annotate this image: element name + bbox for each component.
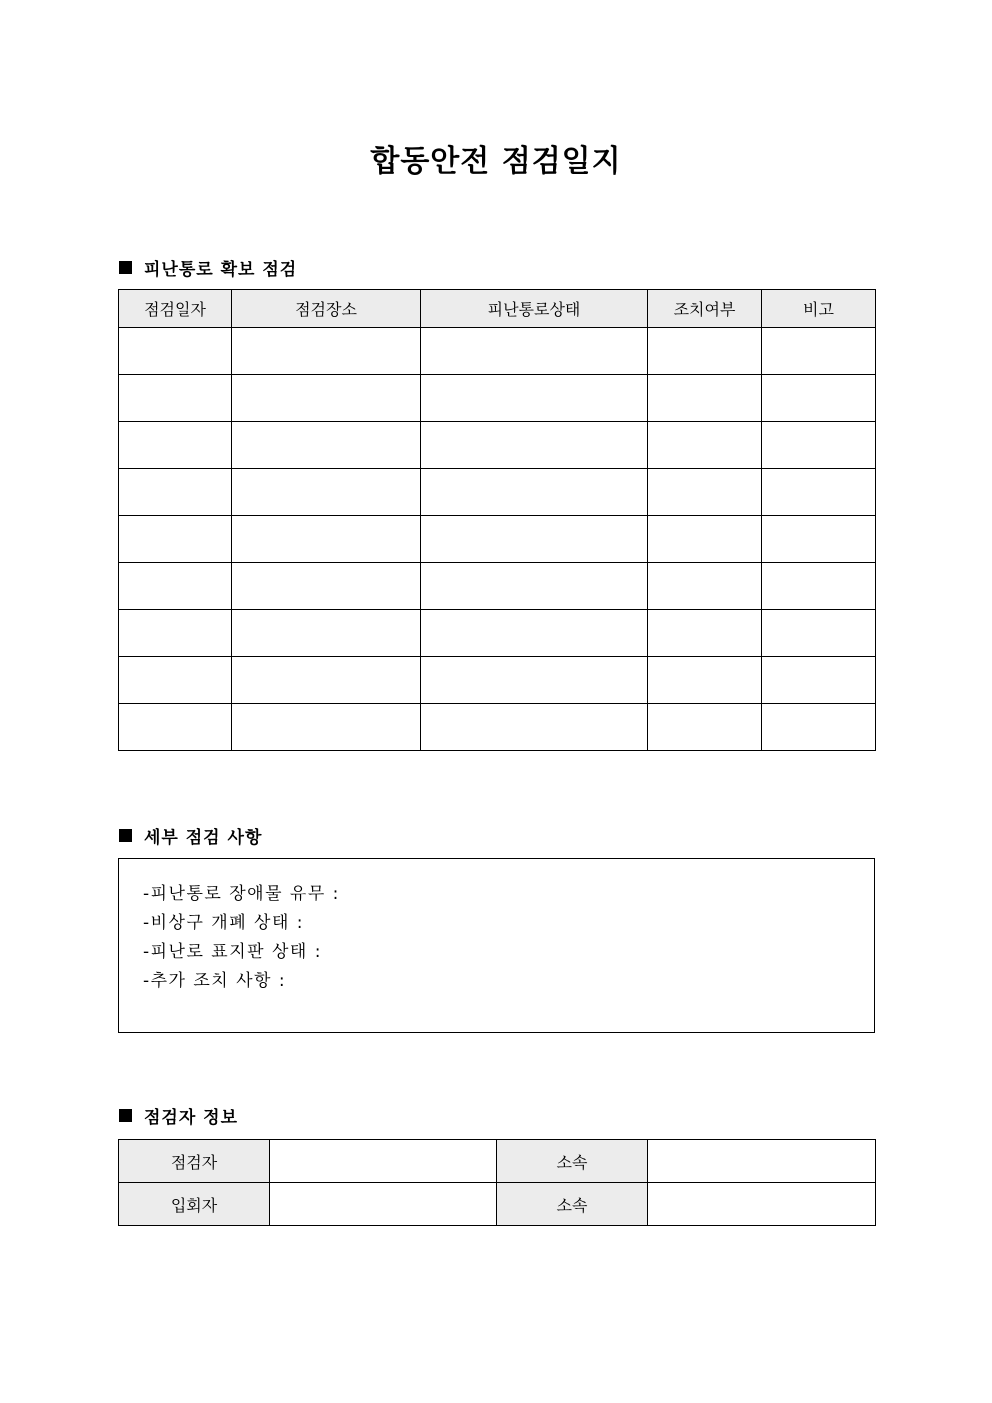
table-cell[interactable]	[421, 657, 648, 704]
table-cell[interactable]	[119, 657, 232, 704]
column-header-remarks: 비고	[762, 290, 876, 328]
section-heading-label: 피난통로 확보 점검	[144, 260, 298, 280]
table-cell[interactable]	[648, 610, 762, 657]
table-cell[interactable]	[232, 469, 421, 516]
table-cell[interactable]	[648, 422, 762, 469]
table-cell[interactable]	[762, 563, 876, 610]
table-cell[interactable]	[648, 704, 762, 751]
table-cell[interactable]	[762, 469, 876, 516]
table-row	[119, 657, 876, 704]
square-bullet-icon	[119, 1109, 132, 1122]
table-cell[interactable]	[648, 657, 762, 704]
document-title: 합동안전 점검일지	[370, 144, 622, 179]
column-header-status: 피난통로상태	[421, 290, 648, 328]
table-cell[interactable]	[119, 328, 232, 375]
table-cell[interactable]	[119, 704, 232, 751]
table-row	[119, 422, 876, 469]
table-row	[119, 375, 876, 422]
inspector-affiliation-field[interactable]	[648, 1140, 876, 1183]
section-heading-label: 점검자 정보	[144, 1108, 239, 1128]
table-cell[interactable]	[421, 563, 648, 610]
table-row	[119, 610, 876, 657]
table-row	[119, 1183, 876, 1226]
witness-label: 입회자	[119, 1183, 270, 1226]
table-cell[interactable]	[762, 422, 876, 469]
table-cell[interactable]	[232, 657, 421, 704]
table-row	[119, 516, 876, 563]
table-cell[interactable]	[421, 610, 648, 657]
column-header-action: 조치여부	[648, 290, 762, 328]
section-heading-label: 세부 점검 사항	[144, 828, 263, 848]
table-cell[interactable]	[232, 610, 421, 657]
table-cell[interactable]	[648, 328, 762, 375]
table-row	[119, 328, 876, 375]
inspector-name-field[interactable]	[270, 1140, 497, 1183]
table-cell[interactable]	[232, 563, 421, 610]
table-cell[interactable]	[762, 657, 876, 704]
section-heading-details	[119, 823, 262, 848]
table-cell[interactable]	[648, 563, 762, 610]
section-heading-evacuation	[119, 255, 297, 280]
witness-name-field[interactable]	[270, 1183, 497, 1226]
table-cell[interactable]	[119, 469, 232, 516]
table-cell[interactable]	[648, 375, 762, 422]
witness-affiliation-field[interactable]	[648, 1183, 876, 1226]
table-row	[119, 1140, 876, 1183]
section-heading-inspector	[119, 1103, 238, 1128]
table-cell[interactable]	[119, 422, 232, 469]
table-cell[interactable]	[762, 610, 876, 657]
inspector-label: 점검자	[119, 1140, 270, 1183]
table-cell[interactable]	[762, 704, 876, 751]
table-row	[119, 563, 876, 610]
table-cell[interactable]	[421, 422, 648, 469]
square-bullet-icon	[119, 261, 132, 274]
table-cell[interactable]	[232, 422, 421, 469]
table-row	[119, 704, 876, 751]
detail-line-obstacles: -피난통로 장애물 유무 :	[143, 884, 340, 904]
table-cell[interactable]	[232, 704, 421, 751]
table-header-row	[119, 290, 876, 328]
column-header-location: 점검장소	[232, 290, 421, 328]
detail-line-additional-action: -추가 조치 사항 :	[143, 971, 287, 991]
table-cell[interactable]	[421, 516, 648, 563]
table-cell[interactable]	[762, 328, 876, 375]
table-cell[interactable]	[119, 563, 232, 610]
table-cell[interactable]	[648, 516, 762, 563]
table-cell[interactable]	[232, 516, 421, 563]
detail-line-emergency-exit: -비상구 개폐 상태 :	[143, 913, 305, 933]
table-cell[interactable]	[421, 375, 648, 422]
witness-affiliation-label: 소속	[497, 1183, 648, 1226]
table-cell[interactable]	[421, 328, 648, 375]
table-cell[interactable]	[119, 610, 232, 657]
inspector-affiliation-label: 소속	[497, 1140, 648, 1183]
inspector-info-table	[118, 1139, 876, 1226]
table-cell[interactable]	[119, 516, 232, 563]
column-header-date: 점검일자	[119, 290, 232, 328]
table-cell[interactable]	[232, 375, 421, 422]
square-bullet-icon	[119, 829, 132, 842]
table-cell[interactable]	[421, 469, 648, 516]
detail-items-box[interactable]	[118, 858, 875, 1033]
table-cell[interactable]	[119, 375, 232, 422]
table-cell[interactable]	[762, 516, 876, 563]
evacuation-check-table	[118, 289, 876, 751]
table-cell[interactable]	[762, 375, 876, 422]
table-cell[interactable]	[648, 469, 762, 516]
table-cell[interactable]	[421, 704, 648, 751]
table-row	[119, 469, 876, 516]
detail-line-signage: -피난로 표지판 상태 :	[143, 942, 322, 962]
table-cell[interactable]	[232, 328, 421, 375]
